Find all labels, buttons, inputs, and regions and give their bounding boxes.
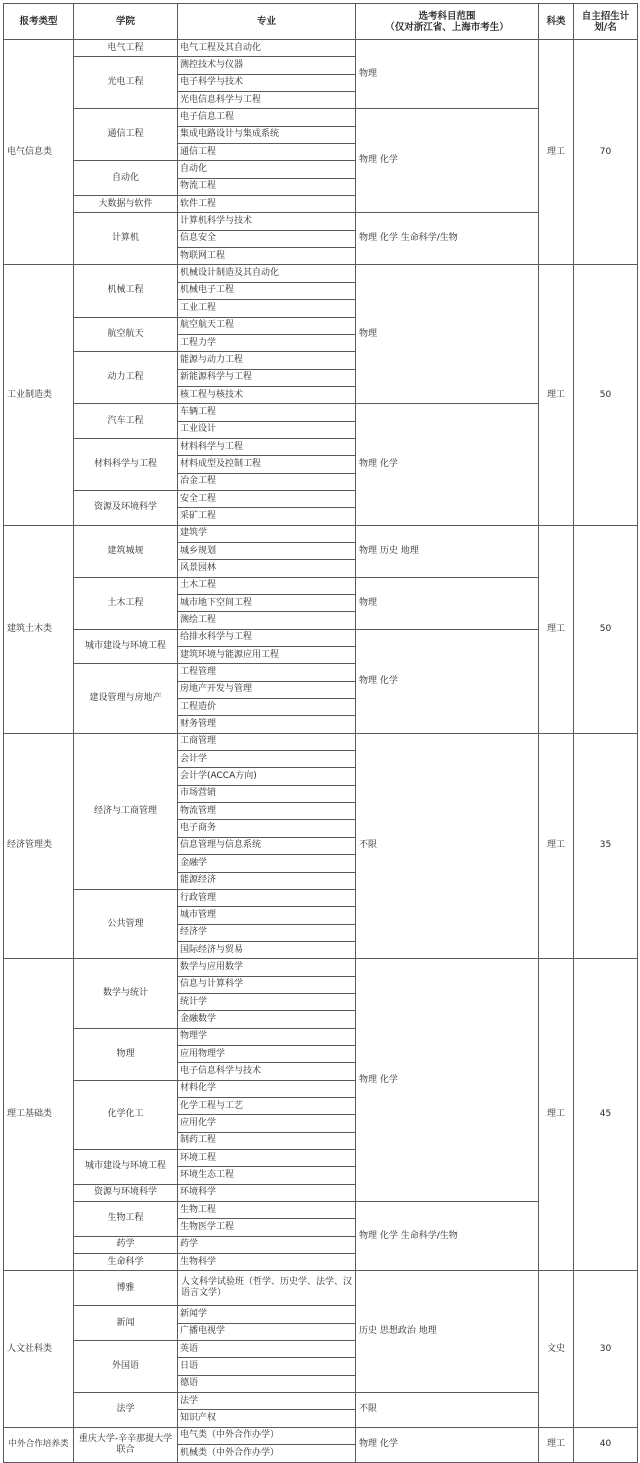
plan-cell: 70 bbox=[574, 40, 638, 265]
major-cell: 材料化学 bbox=[178, 1080, 356, 1097]
college-cell: 数学与统计 bbox=[74, 959, 178, 1028]
category-cell: 理工 bbox=[539, 1427, 574, 1462]
college-cell: 物理 bbox=[74, 1028, 178, 1080]
plan-cell: 40 bbox=[574, 1427, 638, 1462]
type-cell: 工业制造类 bbox=[4, 265, 74, 525]
college-cell: 药学 bbox=[74, 1236, 178, 1253]
college-cell: 建筑城规 bbox=[74, 525, 178, 577]
major-cell: 机械类（中外合作办学） bbox=[178, 1445, 356, 1462]
college-cell: 大数据与软件 bbox=[74, 196, 178, 213]
college-cell: 通信工程 bbox=[74, 109, 178, 161]
major-cell: 工业设计 bbox=[178, 421, 356, 438]
college-cell: 公共管理 bbox=[74, 889, 178, 958]
major-cell: 工程管理 bbox=[178, 664, 356, 681]
subjects-cell: 物理 bbox=[356, 265, 539, 404]
major-cell: 安全工程 bbox=[178, 490, 356, 507]
major-cell: 信息安全 bbox=[178, 230, 356, 247]
header-plan-line2: 划/名 bbox=[594, 21, 617, 33]
type-cell: 经济管理类 bbox=[4, 733, 74, 958]
major-cell: 电气工程及其自动化 bbox=[178, 40, 356, 57]
major-cell: 行政管理 bbox=[178, 889, 356, 906]
type-cell: 电气信息类 bbox=[4, 40, 74, 265]
table-row bbox=[4, 265, 638, 282]
table-row bbox=[4, 525, 638, 542]
header-subjects-line2: （仅对浙江省、上海市考生） bbox=[385, 21, 509, 33]
table-row bbox=[4, 733, 638, 750]
subjects-cell: 物理 bbox=[356, 577, 539, 629]
major-cell: 测控技术与仪器 bbox=[178, 57, 356, 74]
category-cell: 理工 bbox=[539, 525, 574, 733]
major-cell: 会计学(ACCA方向) bbox=[178, 768, 356, 785]
major-cell: 能源与动力工程 bbox=[178, 352, 356, 369]
major-cell: 英语 bbox=[178, 1341, 356, 1358]
major-cell: 生物医学工程 bbox=[178, 1219, 356, 1236]
major-cell: 德语 bbox=[178, 1375, 356, 1392]
college-cell: 土木工程 bbox=[74, 577, 178, 629]
major-cell: 信息与计算科学 bbox=[178, 976, 356, 993]
major-cell: 光电信息科学与工程 bbox=[178, 92, 356, 109]
major-cell: 金融数学 bbox=[178, 1011, 356, 1028]
major-cell: 环境科学 bbox=[178, 1184, 356, 1201]
table-row bbox=[4, 40, 638, 57]
type-cell: 人文社科类 bbox=[4, 1271, 74, 1427]
major-cell: 航空航天工程 bbox=[178, 317, 356, 334]
major-cell: 材料成型及控制工程 bbox=[178, 456, 356, 473]
major-cell: 生物工程 bbox=[178, 1202, 356, 1219]
subjects-cell: 物理 化学 bbox=[356, 629, 539, 733]
major-cell: 给排水科学与工程 bbox=[178, 629, 356, 646]
major-cell: 日语 bbox=[178, 1358, 356, 1375]
major-cell: 数学与应用数学 bbox=[178, 959, 356, 976]
major-cell: 通信工程 bbox=[178, 144, 356, 161]
major-cell: 应用化学 bbox=[178, 1115, 356, 1132]
major-cell: 工程造价 bbox=[178, 699, 356, 716]
major-cell: 采矿工程 bbox=[178, 508, 356, 525]
header-row bbox=[4, 4, 638, 40]
major-cell: 新闻学 bbox=[178, 1306, 356, 1323]
major-cell: 能源经济 bbox=[178, 872, 356, 889]
college-cell: 生物工程 bbox=[74, 1202, 178, 1237]
plan-cell: 35 bbox=[574, 733, 638, 958]
major-cell: 经济学 bbox=[178, 924, 356, 941]
college-cell: 化学化工 bbox=[74, 1080, 178, 1149]
header-major: 专业 bbox=[178, 4, 356, 40]
subjects-cell: 物理 历史 地理 bbox=[356, 525, 539, 577]
subjects-cell: 物理 化学 bbox=[356, 959, 539, 1202]
college-cell: 城市建设与环境工程 bbox=[74, 1150, 178, 1185]
subjects-cell: 物理 化学 bbox=[356, 109, 539, 213]
major-cell: 物联网工程 bbox=[178, 248, 356, 265]
major-cell: 国际经济与贸易 bbox=[178, 941, 356, 958]
major-cell: 计算机科学与技术 bbox=[178, 213, 356, 230]
major-cell: 电子信息工程 bbox=[178, 109, 356, 126]
major-cell: 房地产开发与管理 bbox=[178, 681, 356, 698]
subjects-cell: 物理 bbox=[356, 40, 539, 109]
college-cell: 城市建设与环境工程 bbox=[74, 629, 178, 664]
college-cell: 新闻 bbox=[74, 1306, 178, 1341]
type-cell: 中外合作培养类 bbox=[4, 1427, 74, 1462]
major-cell: 城乡规划 bbox=[178, 542, 356, 559]
major-cell: 城市地下空间工程 bbox=[178, 595, 356, 612]
major-cell: 会计学 bbox=[178, 751, 356, 768]
subjects-cell: 不限 bbox=[356, 1393, 539, 1428]
category-cell: 理工 bbox=[539, 733, 574, 958]
subjects-cell: 物理 化学 生命科学/生物 bbox=[356, 1202, 539, 1271]
major-cell: 材料科学与工程 bbox=[178, 438, 356, 455]
major-cell: 测绘工程 bbox=[178, 612, 356, 629]
major-cell: 机械电子工程 bbox=[178, 282, 356, 299]
major-cell: 电子科学与技术 bbox=[178, 74, 356, 91]
header-category: 科类 bbox=[539, 4, 574, 40]
college-cell: 外国语 bbox=[74, 1341, 178, 1393]
major-cell: 自动化 bbox=[178, 161, 356, 178]
major-cell: 集成电路设计与集成系统 bbox=[178, 126, 356, 143]
major-cell: 人文科学试验班（哲学、历史学、法学、汉语言文学） bbox=[178, 1271, 356, 1306]
major-cell: 核工程与核技术 bbox=[178, 386, 356, 403]
plan-cell: 50 bbox=[574, 525, 638, 733]
table-row bbox=[4, 959, 638, 976]
subjects-cell: 历史 思想政治 地理 bbox=[356, 1271, 539, 1393]
college-cell: 博雅 bbox=[74, 1271, 178, 1306]
major-cell: 城市管理 bbox=[178, 907, 356, 924]
major-cell: 统计学 bbox=[178, 993, 356, 1010]
college-cell: 光电工程 bbox=[74, 57, 178, 109]
college-cell: 法学 bbox=[74, 1393, 178, 1428]
college-cell: 资源及环境科学 bbox=[74, 490, 178, 525]
major-cell: 环境工程 bbox=[178, 1150, 356, 1167]
table-row bbox=[4, 1271, 638, 1306]
category-cell: 文史 bbox=[539, 1271, 574, 1427]
college-cell: 资源与环境科学 bbox=[74, 1184, 178, 1201]
college-cell: 自动化 bbox=[74, 161, 178, 196]
major-cell: 工业工程 bbox=[178, 300, 356, 317]
plan-cell: 30 bbox=[574, 1271, 638, 1427]
major-cell: 电子信息科学与技术 bbox=[178, 1063, 356, 1080]
college-cell: 机械工程 bbox=[74, 265, 178, 317]
major-cell: 建筑环境与能源应用工程 bbox=[178, 647, 356, 664]
major-cell: 工程力学 bbox=[178, 334, 356, 351]
major-cell: 风景园林 bbox=[178, 560, 356, 577]
college-cell: 重庆大学-辛辛那提大学联合 bbox=[74, 1427, 178, 1462]
college-cell: 动力工程 bbox=[74, 352, 178, 404]
major-cell: 机械设计制造及其自动化 bbox=[178, 265, 356, 282]
major-cell: 药学 bbox=[178, 1236, 356, 1253]
header-plan bbox=[574, 4, 638, 40]
major-cell: 新能源科学与工程 bbox=[178, 369, 356, 386]
major-cell: 物流工程 bbox=[178, 178, 356, 195]
major-cell: 工商管理 bbox=[178, 733, 356, 750]
subjects-cell: 不限 bbox=[356, 733, 539, 958]
major-cell: 市场营销 bbox=[178, 785, 356, 802]
subjects-cell: 物理 化学 bbox=[356, 404, 539, 525]
major-cell: 法学 bbox=[178, 1393, 356, 1410]
college-cell: 计算机 bbox=[74, 213, 178, 265]
plan-cell: 45 bbox=[574, 959, 638, 1271]
subjects-cell: 物理 化学 bbox=[356, 1427, 539, 1462]
admission-plan-table bbox=[3, 3, 638, 1463]
college-cell: 生命科学 bbox=[74, 1254, 178, 1271]
major-cell: 知识产权 bbox=[178, 1410, 356, 1427]
category-cell: 理工 bbox=[539, 265, 574, 525]
college-cell: 建设管理与房地产 bbox=[74, 664, 178, 733]
major-cell: 建筑学 bbox=[178, 525, 356, 542]
major-cell: 金融学 bbox=[178, 855, 356, 872]
major-cell: 物理学 bbox=[178, 1028, 356, 1045]
major-cell: 软件工程 bbox=[178, 196, 356, 213]
type-cell: 建筑土木类 bbox=[4, 525, 74, 733]
major-cell: 生物科学 bbox=[178, 1254, 356, 1271]
major-cell: 电气类（中外合作办学） bbox=[178, 1427, 356, 1444]
college-cell: 材料科学与工程 bbox=[74, 438, 178, 490]
major-cell: 应用物理学 bbox=[178, 1045, 356, 1062]
subjects-cell: 物理 化学 生命科学/生物 bbox=[356, 213, 539, 265]
college-cell: 经济与工商管理 bbox=[74, 733, 178, 889]
header-plan-line1: 自主招生计 bbox=[581, 10, 630, 22]
major-cell: 物流管理 bbox=[178, 803, 356, 820]
table-row bbox=[4, 1427, 638, 1444]
major-cell: 化学工程与工艺 bbox=[178, 1097, 356, 1114]
major-cell: 冶金工程 bbox=[178, 473, 356, 490]
major-cell: 广播电视学 bbox=[178, 1323, 356, 1340]
college-cell: 汽车工程 bbox=[74, 404, 178, 439]
category-cell: 理工 bbox=[539, 959, 574, 1271]
major-cell: 环境生态工程 bbox=[178, 1167, 356, 1184]
major-cell: 制药工程 bbox=[178, 1132, 356, 1149]
major-cell: 电子商务 bbox=[178, 820, 356, 837]
header-type: 报考类型 bbox=[4, 4, 74, 40]
major-cell: 财务管理 bbox=[178, 716, 356, 733]
major-cell: 土木工程 bbox=[178, 577, 356, 594]
college-cell: 电气工程 bbox=[74, 40, 178, 57]
college-cell: 航空航天 bbox=[74, 317, 178, 352]
type-cell: 理工基础类 bbox=[4, 959, 74, 1271]
header-subjects-line1: 选考科目范围 bbox=[418, 10, 476, 22]
header-college: 学院 bbox=[74, 4, 178, 40]
major-cell: 信息管理与信息系统 bbox=[178, 837, 356, 854]
category-cell: 理工 bbox=[539, 40, 574, 265]
plan-cell: 50 bbox=[574, 265, 638, 525]
major-cell: 车辆工程 bbox=[178, 404, 356, 421]
header-subjects bbox=[356, 4, 539, 40]
